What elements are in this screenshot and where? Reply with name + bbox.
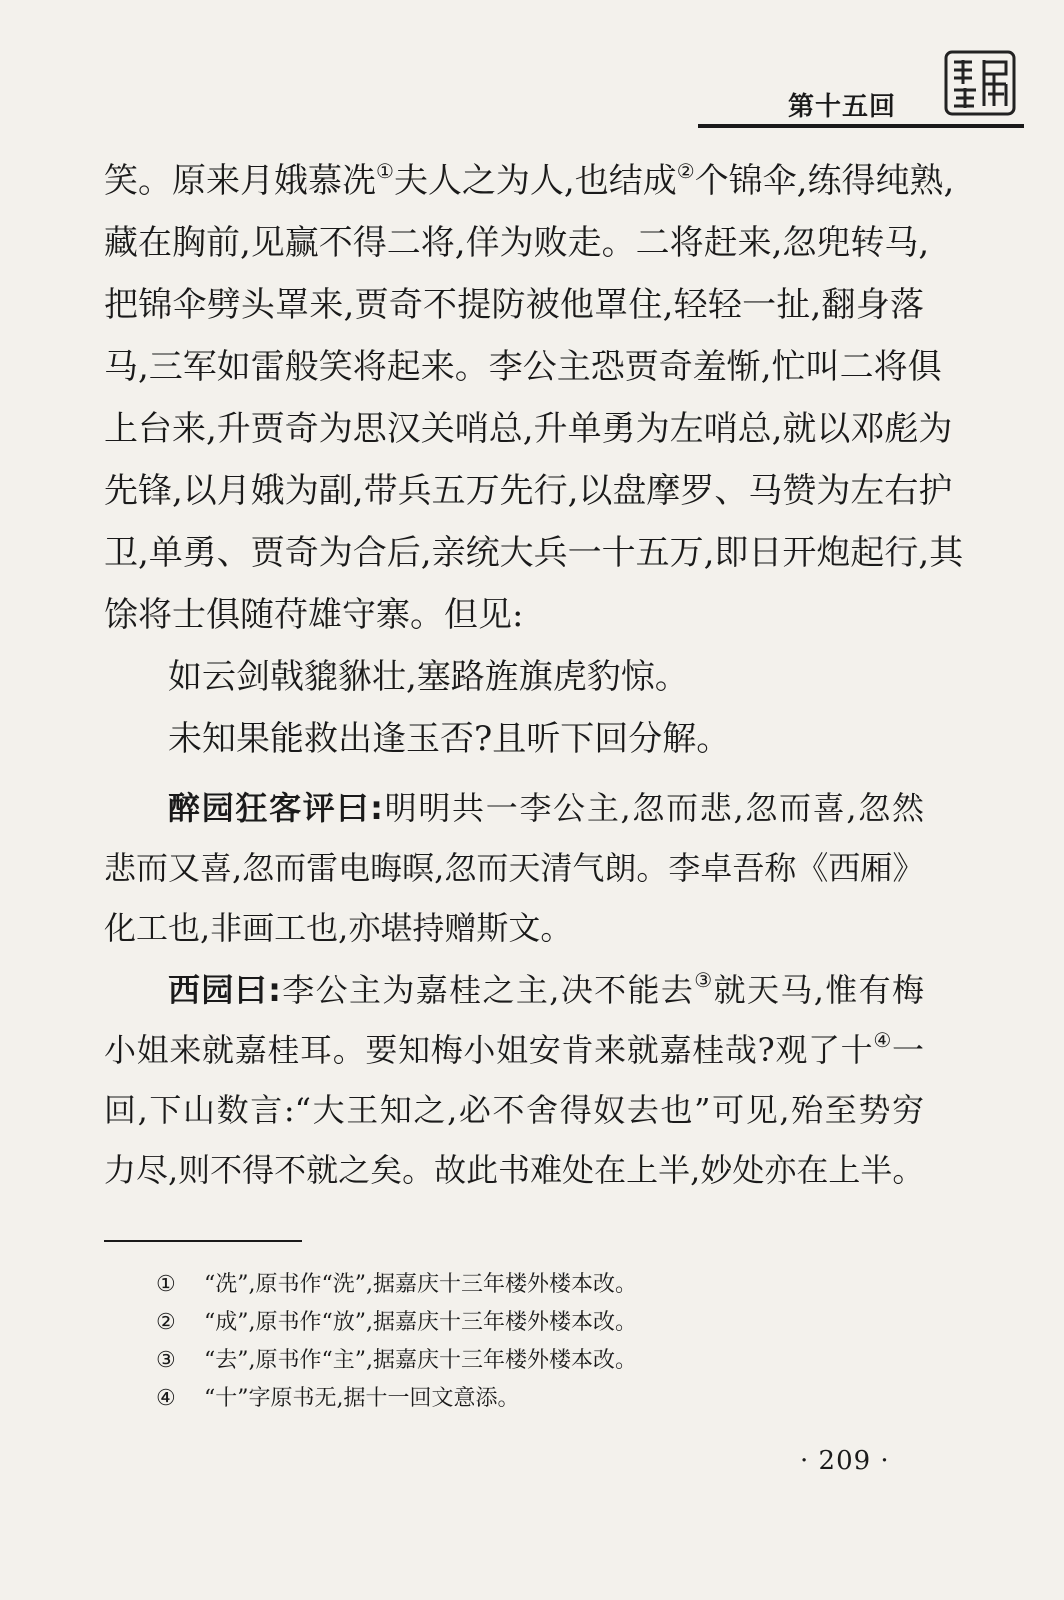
commentary-line: 小姐来就嘉桂耳。要知梅小姐安肯来就嘉桂哉?观了十④一 <box>104 1028 924 1069</box>
main-text <box>104 150 964 770</box>
closing-line: 未知果能救出逢玉否?且听下回分解。 <box>168 719 731 759</box>
commentary-line: 悲而又喜,忽而雷电晦暝,忽而天清气朗。李卓吾称《西厢》 <box>104 849 925 887</box>
text-line: 卫,单勇、贾奇为合后,亲统大兵一十五万,即日开炮起行,其 <box>104 533 964 573</box>
text-line: 上台来,升贾奇为思汉关哨总,升单勇为左哨总,就以邓彪为 <box>104 409 953 449</box>
footnote-ref: ① <box>376 159 394 183</box>
commentary-line: 醉园狂客评曰:明明共一李公主,忽而悲,忽而喜,忽然 <box>168 789 924 827</box>
commentary-label: 西园曰: <box>168 971 281 1009</box>
text-line: 藏在胸前,见赢不得二将,佯为败走。二将赶来,忽兜转马, <box>104 223 930 263</box>
footnote-item: ③ “去”,原书作“主”,据嘉庆十三年楼外楼本改。 <box>156 1348 637 1373</box>
commentary-line: 化工也,非画工也,亦堪持赠斯文。 <box>104 909 573 947</box>
text-line: 马,三军如雷般笑将起来。李公主恐贾奇羞惭,忙叫二将俱 <box>104 347 942 387</box>
footnote-item: ① “冼”,原书作“洗”,据嘉庆十三年楼外楼本改。 <box>156 1272 637 1297</box>
commentary-label: 醉园狂客评曰: <box>168 789 383 827</box>
page-number: · 209 · <box>800 1446 890 1476</box>
footnote-ref: ④ <box>873 1028 892 1052</box>
footnote-item: ④ “十”字原书无,据十一回文意添。 <box>156 1386 520 1411</box>
text-line: 把锦伞劈头罩来,贾奇不提防被他罩住,轻轻一扯,翻身落 <box>104 285 924 325</box>
footnotes <box>156 1266 856 1418</box>
text-line: 馀将士俱随苻雄守寨。但见: <box>104 595 524 635</box>
seal-logo <box>944 50 1016 116</box>
header-rule <box>698 124 1024 128</box>
commentary-line: 西园曰:李公主为嘉桂之主,决不能去③就天马,惟有梅 <box>168 968 924 1009</box>
footnote-item: ② “成”,原书作“放”,据嘉庆十三年楼外楼本改。 <box>156 1310 637 1335</box>
verse-line: 如云剑戟貔貅壮,塞路旌旗虎豹惊。 <box>168 657 689 697</box>
commentary-section <box>104 778 924 1200</box>
text-line: 笑。原来月娥慕冼①夫人之为人,也结成②个锦伞,练得纯熟, <box>104 159 955 201</box>
chapter-title: 第十五回 <box>788 92 897 122</box>
text-line: 先锋,以月娥为副,带兵五万先行,以盘摩罗、马赞为左右护 <box>104 471 953 511</box>
commentary-line: 回,下山数言:“大王知之,必不舍得奴去也”可见,殆至势穷 <box>104 1091 924 1129</box>
footnote-ref: ② <box>676 159 695 183</box>
footnote-rule <box>104 1240 302 1242</box>
commentary-line: 力尽,则不得不就之矣。故此书难处在上半,妙处亦在上半。 <box>104 1151 925 1189</box>
footnote-ref: ③ <box>694 968 714 992</box>
